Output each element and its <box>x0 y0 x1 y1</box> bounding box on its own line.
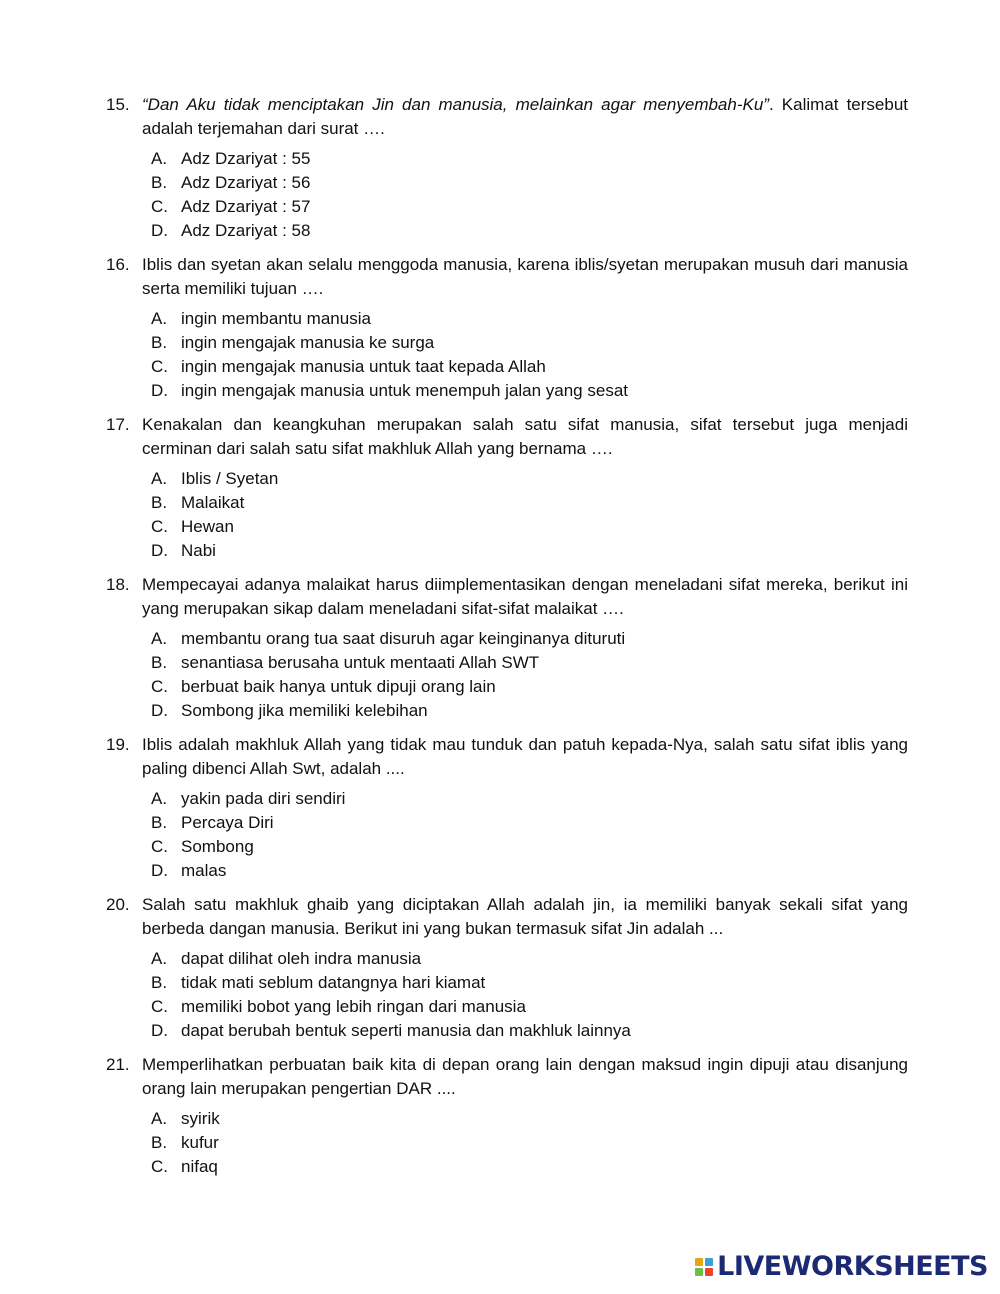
quote-text: “Dan Aku tidak menciptakan Jin dan manusia, melainkan agar menyembah-Ku” <box>142 95 769 114</box>
option-c[interactable]: C. Adz Dzariyat : 57 <box>151 197 311 216</box>
question-text: Iblis dan syetan akan selalu menggoda manusia, karena iblis/syetan merupakan musuh dari manusia serta memiliki tujuan …. <box>142 255 908 298</box>
option-d[interactable]: D. malas <box>151 861 227 880</box>
liveworksheets-logo[interactable] <box>695 1251 988 1282</box>
question-stem <box>106 893 908 941</box>
option-a[interactable]: A. syirik <box>151 1109 220 1128</box>
question-number: 21. <box>106 1055 130 1074</box>
option-c[interactable]: C. ingin mengajak manusia untuk taat kepada Allah <box>151 357 546 376</box>
question-19 <box>106 733 908 883</box>
answer-options <box>106 467 908 563</box>
question-17 <box>106 413 908 563</box>
option-b[interactable]: B. Percaya Diri <box>151 813 274 832</box>
question-number: 18. <box>106 575 130 594</box>
question-number: 16. <box>106 255 130 274</box>
option-b[interactable]: B. senantiasa berusaha untuk mentaati Allah SWT <box>151 653 540 672</box>
option-a[interactable]: A. dapat dilihat oleh indra manusia <box>151 949 422 968</box>
question-text: Mempecayai adanya malaikat harus diimplementasikan dengan meneladani sifat mereka, berikut ini yang merupakan sikap dalam meneladani sifat-sifat malaikat …. <box>142 575 908 618</box>
answer-options <box>106 787 908 883</box>
logo-text: LIVEWORKSHEETS <box>717 1251 988 1282</box>
question-text: . Kalimat tersebut adalah terjemahan dari surat …. <box>142 95 909 138</box>
question-stem <box>106 1053 908 1101</box>
question-18 <box>106 573 908 723</box>
question-15 <box>106 93 908 243</box>
question-number: 20. <box>106 895 130 914</box>
option-c[interactable]: C. Hewan <box>151 517 234 536</box>
option-a[interactable]: A. membantu orang tua saat disuruh agar keinginanya dituruti <box>151 629 626 648</box>
option-b[interactable]: B. kufur <box>151 1133 219 1152</box>
question-16 <box>106 253 908 403</box>
question-number: 17. <box>106 415 130 434</box>
question-number: 19. <box>106 735 130 754</box>
option-c[interactable]: C. nifaq <box>151 1157 218 1176</box>
option-d[interactable]: D. Adz Dzariyat : 58 <box>151 221 311 240</box>
question-stem <box>106 573 908 621</box>
option-a[interactable]: A. ingin membantu manusia <box>151 309 371 328</box>
question-text: Salah satu makhluk ghaib yang diciptakan Allah adalah jin, ia memiliki banyak sekali sifat yang berbeda dangan manusia. Berikut ini yang bukan termasuk sifat Jin adalah ... <box>142 895 908 938</box>
question-stem <box>106 93 908 141</box>
question-text: Kenakalan dan keangkuhan merupakan salah satu sifat manusia, sifat tersebut juga menjadi cerminan dari salah satu sifat makhluk Allah yang bernama …. <box>142 415 908 458</box>
question-stem <box>106 413 908 461</box>
option-b[interactable]: B. Adz Dzariyat : 56 <box>151 173 311 192</box>
answer-options <box>106 947 908 1043</box>
logo-mark-icon <box>695 1258 713 1276</box>
option-a[interactable]: A. Adz Dzariyat : 55 <box>151 149 311 168</box>
answer-options <box>106 307 908 403</box>
answer-options <box>106 1107 908 1179</box>
option-c[interactable]: C. Sombong <box>151 837 254 856</box>
question-20 <box>106 893 908 1043</box>
option-c[interactable]: C. berbuat baik hanya untuk dipuji orang lain <box>151 677 496 696</box>
option-d[interactable]: D. dapat berubah bentuk seperti manusia dan makhluk lainnya <box>151 1021 631 1040</box>
question-text: Iblis adalah makhluk Allah yang tidak mau tunduk dan patuh kepada-Nya, salah satu sifat iblis yang paling dibenci Allah Swt, adalah .... <box>142 735 908 778</box>
question-stem <box>106 733 908 781</box>
answer-options <box>106 147 908 243</box>
option-b[interactable]: B. ingin mengajak manusia ke surga <box>151 333 435 352</box>
option-d[interactable]: D. Nabi <box>151 541 216 560</box>
option-a[interactable]: A. Iblis / Syetan <box>151 469 279 488</box>
option-a[interactable]: A. yakin pada diri sendiri <box>151 789 346 808</box>
question-text: Memperlihatkan perbuatan baik kita di depan orang lain dengan maksud ingin dipuji atau disanjung orang lain merupakan pengertian DAR .... <box>142 1055 908 1098</box>
question-21 <box>106 1053 908 1179</box>
option-d[interactable]: D. ingin mengajak manusia untuk menempuh jalan yang sesat <box>151 381 628 400</box>
option-c[interactable]: C. memiliki bobot yang lebih ringan dari manusia <box>151 997 526 1016</box>
option-b[interactable]: B. tidak mati seblum datangnya hari kiamat <box>151 973 486 992</box>
answer-options <box>106 627 908 723</box>
option-d[interactable]: D. Sombong jika memiliki kelebihan <box>151 701 428 720</box>
option-b[interactable]: B. Malaikat <box>151 493 245 512</box>
question-number: 15. <box>106 95 130 114</box>
question-stem <box>106 253 908 301</box>
